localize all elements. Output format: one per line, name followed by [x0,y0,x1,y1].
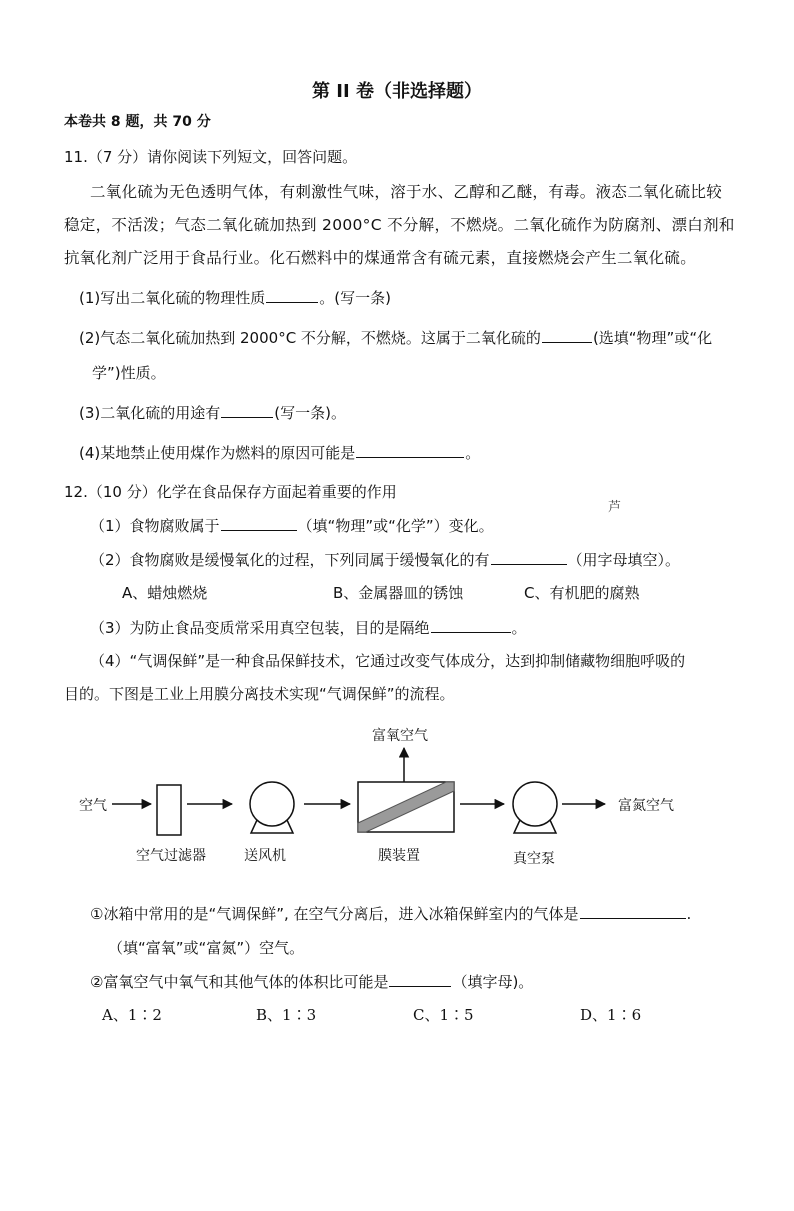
diagram-label-pump: 真空泵 [513,851,555,867]
q12-option-a: A、蜡烛燃烧 [122,584,208,602]
choice-c: C、1∶5 [413,1006,474,1024]
answer-blank[interactable] [221,516,297,531]
q12-stem: 12.（10 分）化学在食品保存方面起着重要的作用 [64,483,397,501]
q12-part-3 [90,617,527,638]
q11-passage-line-2: 稳定，不活泼；气态二氧化硫加热到 2000°C 不分解，不燃烧。二氧化硫作为防腐剂、漂白剂和 [64,216,735,234]
vacuum-pump-icon [513,782,557,833]
answer-blank[interactable] [356,443,464,458]
q12-part-2-text: （2）食物腐败是缓慢氧化的过程，下列同属于缓慢氧化的有 [90,551,490,569]
q12-sub-2-note: （填字母)。 [452,973,534,991]
answer-blank[interactable] [221,403,273,418]
answer-blank[interactable] [266,288,318,303]
choice-a: A、1∶2 [102,1006,162,1024]
membrane-separation-diagram [0,715,794,875]
q12-part-4-line-2: 目的。下图是工业上用膜分离技术实现“气调保鲜”的流程。 [64,685,455,703]
q12-option-b: B、金属器皿的锈蚀 [333,584,464,602]
diagram-label-filter: 空气过滤器 [136,848,206,864]
q11-part-2-cont: 学”)性质。 [92,364,166,382]
q11-part-2-note: (选填“物理”或“化 [592,329,713,347]
q12-sub-1-text: ①冰箱中常用的是“气调保鲜”, 在空气分离后，进入冰箱保鲜室内的气体是 [90,905,579,923]
q11-stem: 11.（7 分）请你阅读下列短文，回答问题。 [64,148,358,166]
q11-part-1-text: (1)写出二氧化硫的物理性质 [79,289,266,307]
q12-part-2 [90,549,680,570]
q12-sub-2 [90,971,533,992]
q11-part-2-text: (2)气态二氧化硫加热到 2000°C 不分解，不燃烧。这属于二氧化硫的 [79,329,541,347]
diagram-label-oxygen-rich: 富氧空气 [372,728,428,744]
diagram-label-membrane: 膜装置 [378,848,420,864]
q12-option-c: C、有机肥的腐熟 [524,584,640,602]
choice-b: B、1∶3 [256,1006,317,1024]
q11-part-4 [79,442,480,463]
q11-part-4-text: (4)某地禁止使用煤作为燃料的原因可能是 [79,444,356,462]
q12-part-1-text: （1）食物腐败属于 [90,517,220,535]
diagram-label-blower: 送风机 [244,848,286,864]
blower-icon [250,782,294,833]
section-intro: 本卷共 8 题，共 70 分 [64,114,211,130]
answer-blank[interactable] [389,972,451,987]
page-title: 第 II 卷（非选择题） [312,81,482,102]
q12-sub-2-text: ②富氧空气中氧气和其他气体的体积比可能是 [90,973,389,991]
q12-part-2-note: （用字母填空）。 [567,551,681,569]
q12-sub-1-end: . [686,905,692,923]
q11-part-1-note: 。(写一条) [319,289,391,307]
q11-part-3-text: (3)二氧化硫的用途有 [79,404,221,422]
membrane-unit [358,782,454,832]
q12-part-3-note: 。 [511,619,527,637]
q11-part-3 [79,402,346,423]
margin-mark: 芦 [608,500,622,515]
answer-blank[interactable] [580,904,686,919]
air-filter-box [157,785,181,835]
q11-passage-line-1: 二氧化硫为无色透明气体，有刺激性气味，溶于水、乙醇和乙醚，有毒。液态二氧化硫比较 [90,183,723,201]
diagram-label-nitrogen-rich: 富氮空气 [618,798,674,814]
q12-part-3-text: （3）为防止食品变质常采用真空包装，目的是隔绝 [90,619,430,637]
q12-part-1 [90,515,494,536]
choice-d: D、1∶6 [580,1006,642,1024]
q11-part-4-note: 。 [465,444,481,462]
q11-part-1 [79,287,391,308]
q11-part-2 [79,327,712,348]
q12-part-1-note: （填“物理”或“化学”）变化。 [297,517,494,535]
q12-sub-1-cont: （填“富氧”或“富氮”）空气。 [108,939,305,957]
answer-blank[interactable] [491,550,567,565]
answer-blank[interactable] [431,618,511,633]
q12-part-4-line-1: （4）“气调保鲜”是一种食品保鲜技术，它通过改变气体成分，达到抑制储藏物细胞呼吸的 [90,652,686,670]
diagram-label-air: 空气 [79,798,107,814]
q11-passage-line-3: 抗氧化剂广泛用于食品行业。化石燃料中的煤通常含有硫元素，直接燃烧会产生二氧化硫。 [64,249,697,267]
q12-sub-1 [90,903,691,924]
q11-part-3-note: (写一条)。 [274,404,346,422]
answer-blank[interactable] [542,328,592,343]
